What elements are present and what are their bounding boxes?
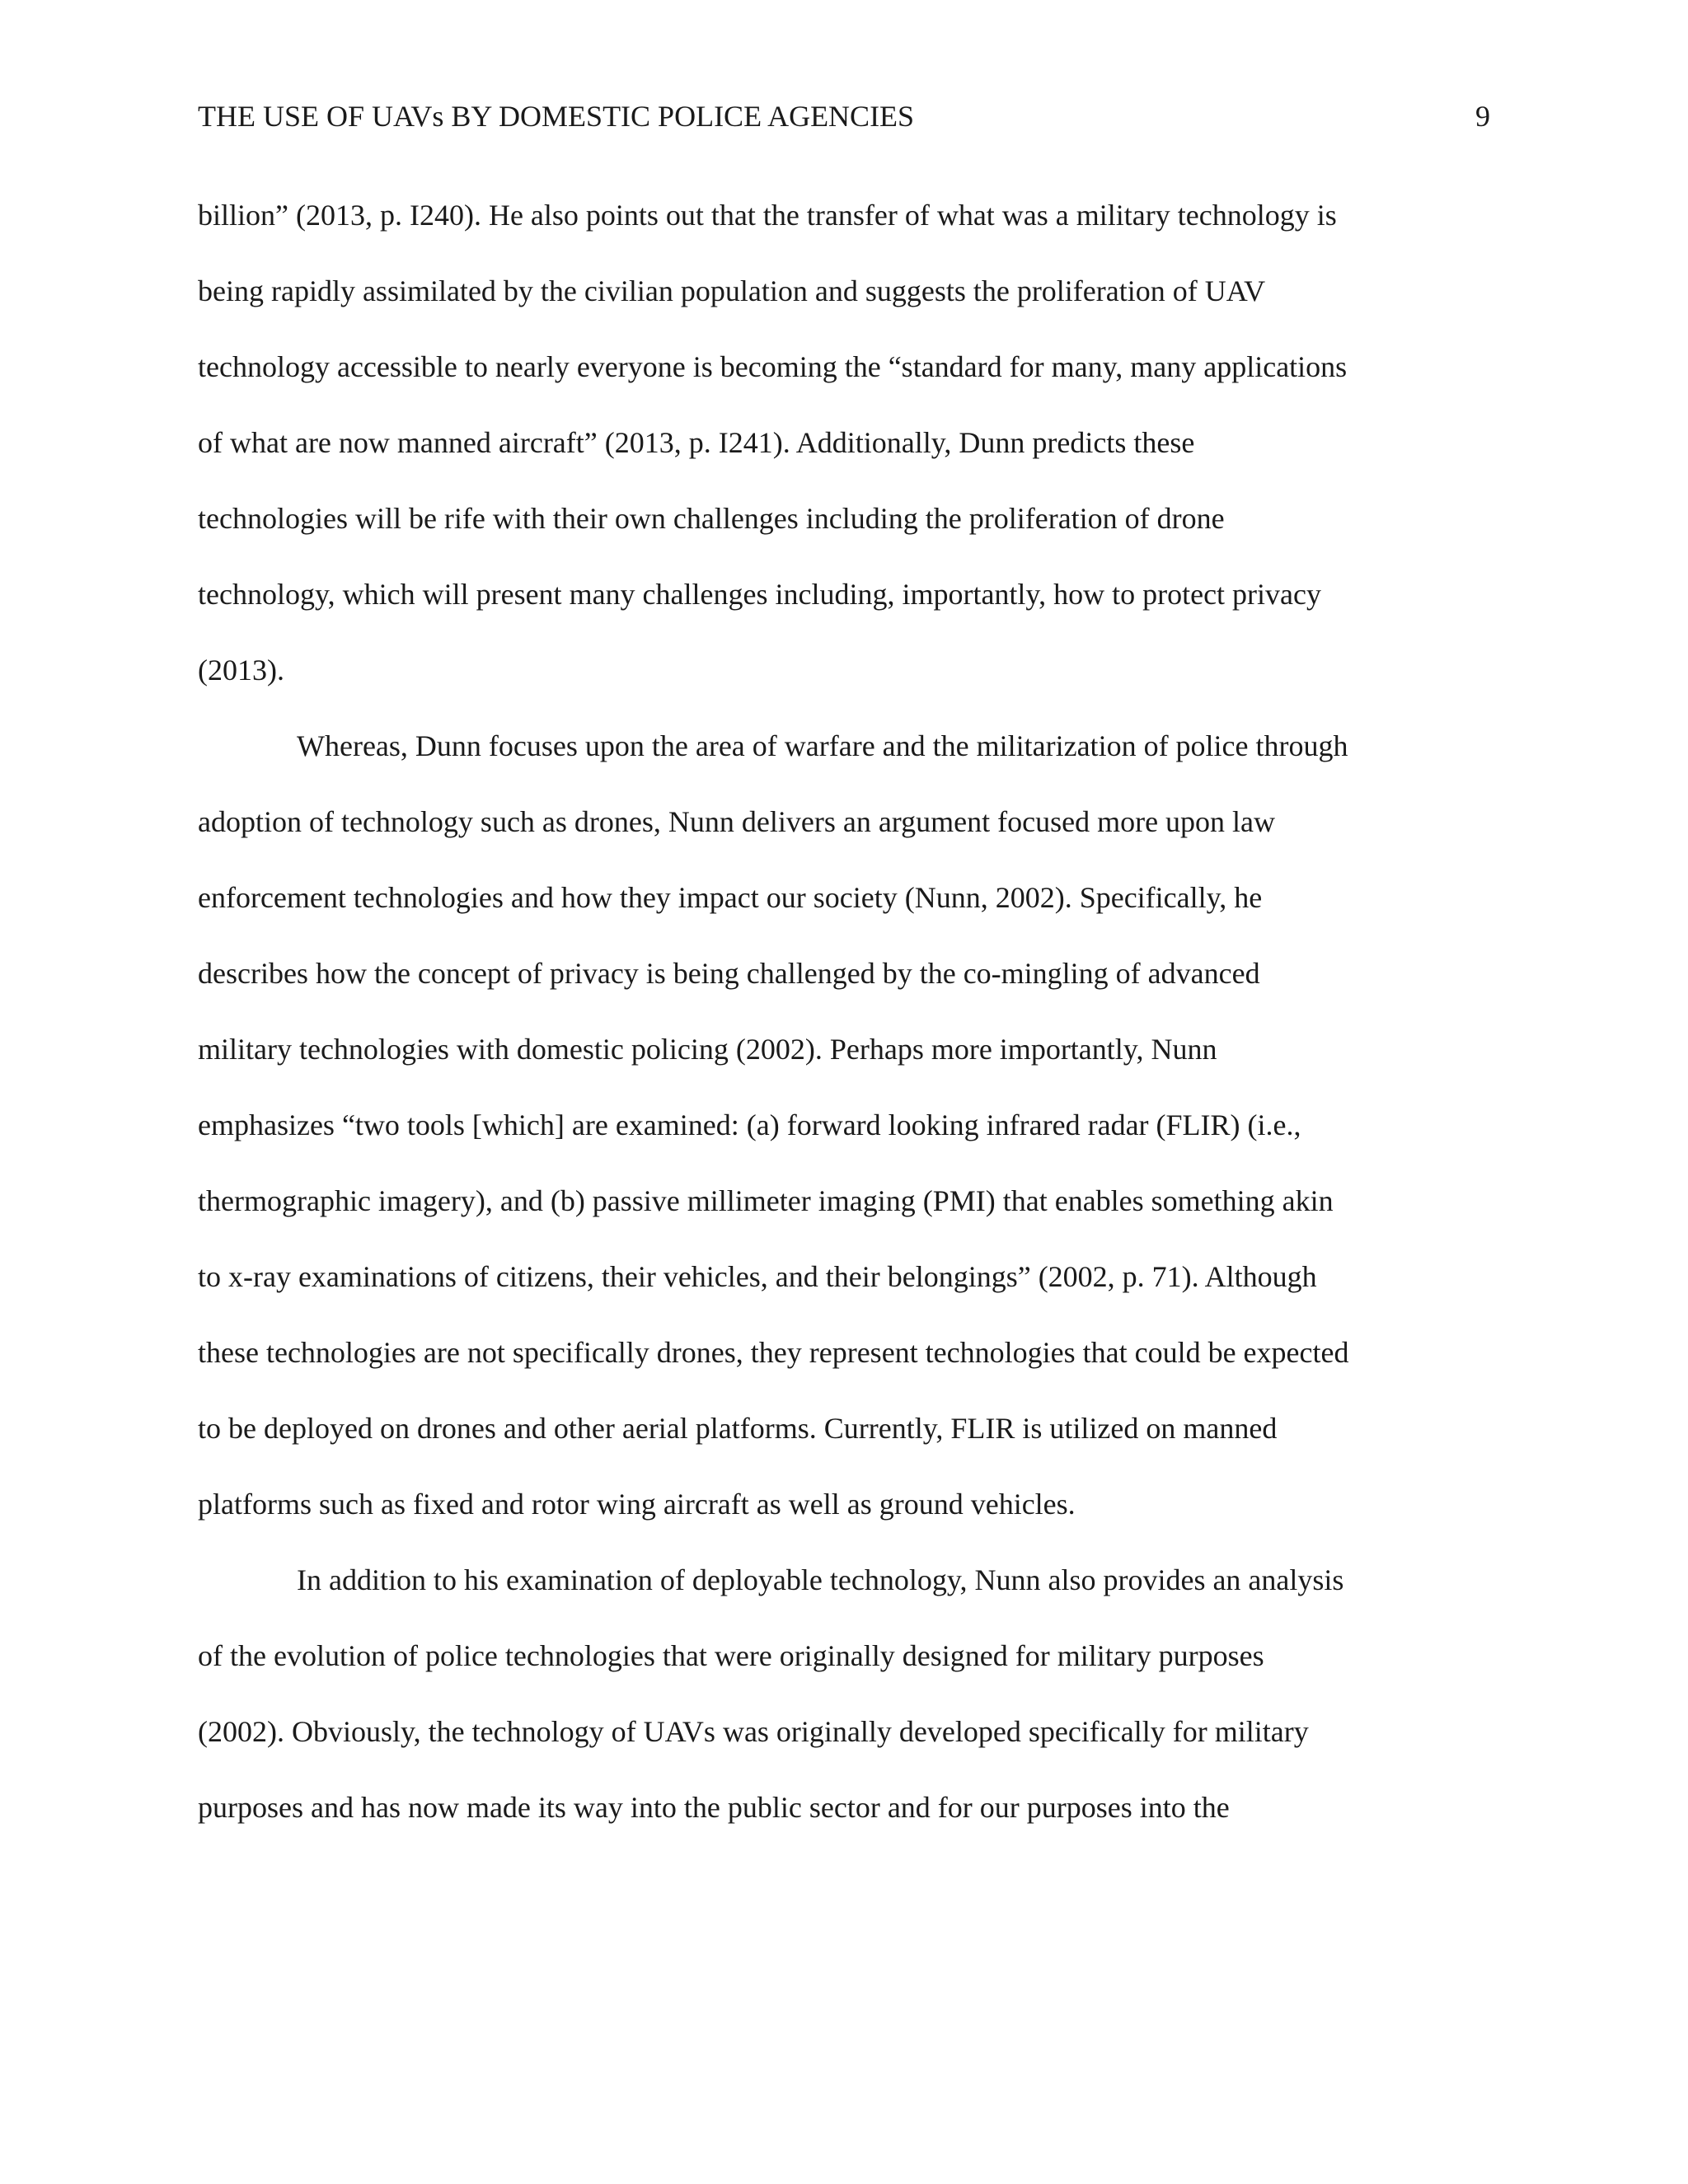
text-line: platforms such as fixed and rotor wing aircraft as well as ground vehicles. xyxy=(198,1488,1076,1521)
page-number: 9 xyxy=(1475,100,1490,133)
text-line: thermographic imagery), and (b) passive millimeter imaging (PMI) that enables something akin xyxy=(198,1184,1334,1217)
text-line: to x-ray examinations of citizens, their vehicles, and their belongings” (2002, p. 71). Although xyxy=(198,1260,1317,1293)
text-line: military technologies with domestic policing (2002). Perhaps more importantly, Nunn xyxy=(198,1033,1217,1066)
text-line: to be deployed on drones and other aerial platforms. Currently, FLIR is utilized on manned xyxy=(198,1412,1278,1445)
text-line: describes how the concept of privacy is being challenged by the co-mingling of advanced xyxy=(198,957,1260,990)
text-line: of the evolution of police technologies that were originally designed for military purposes xyxy=(198,1639,1264,1672)
text-line: being rapidly assimilated by the civilian population and suggests the proliferation of UAV xyxy=(198,274,1266,307)
text-line: technologies will be rife with their own challenges including the proliferation of drone xyxy=(198,502,1225,535)
running-head-title: THE USE OF UAVs BY DOMESTIC POLICE AGENCIES xyxy=(198,100,915,133)
paragraph-first-line: Whereas, Dunn focuses upon the area of warfare and the militarization of police through xyxy=(297,729,1348,762)
text-line: (2002). Obviously, the technology of UAVs was originally developed specifically for military xyxy=(198,1715,1309,1748)
text-line: technology, which will present many challenges including, importantly, how to protect privacy xyxy=(198,578,1321,611)
paragraph-first-line: In addition to his examination of deployable technology, Nunn also provides an analysis xyxy=(297,1563,1344,1596)
text-line: billion” (2013, p. I240). He also points out that the transfer of what was a military technology is xyxy=(198,199,1337,232)
text-line: emphasizes “two tools [which] are examined: (a) forward looking infrared radar (FLIR) (i.e., xyxy=(198,1108,1301,1141)
text-line: of what are now manned aircraft” (2013, p. I241). Additionally, Dunn predicts these xyxy=(198,426,1195,459)
text-line: adoption of technology such as drones, Nunn delivers an argument focused more upon law xyxy=(198,805,1276,838)
text-line: purposes and has now made its way into the public sector and for our purposes into the xyxy=(198,1791,1230,1824)
text-line: technology accessible to nearly everyone is becoming the “standard for many, many applications xyxy=(198,350,1348,383)
text-line: enforcement technologies and how they impact our society (Nunn, 2002). Specifically, he xyxy=(198,881,1263,914)
text-line: these technologies are not specifically drones, they represent technologies that could be expected xyxy=(198,1336,1349,1369)
body-text xyxy=(198,194,1500,1863)
running-head xyxy=(198,96,1490,137)
text-line: (2013). xyxy=(198,654,284,687)
